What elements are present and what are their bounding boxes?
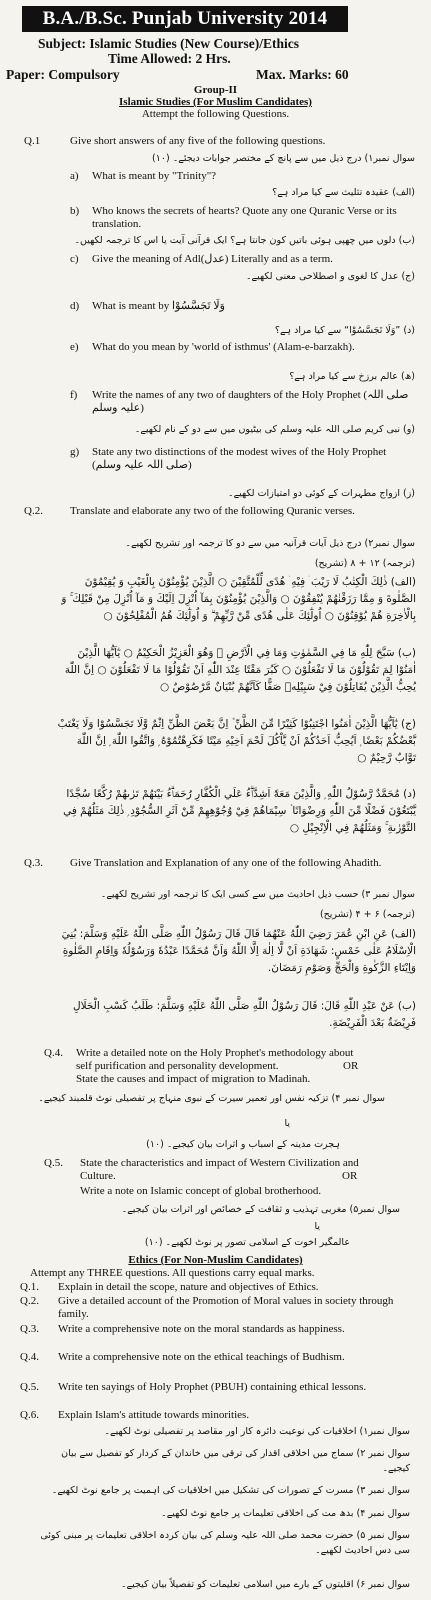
q1g-text: State any two distinctions of the modest wives of the Holy Prophet (صلی اللہ علیہ وسلم) [92,446,387,471]
q3-marks: (ترجمہ) ۶ + ۴ (تشریح) [319,909,415,920]
q3-hadith-a: (الف) عَنِ ابْنِ عُمَرَ رَضِيَ اللّٰهُ عَنْهُمَا قَالَ قَالَ رَسُوْلُ اللّٰهِ صَلَّى اللّٰهُ عَلَيْهِ وَسَلَّمَ: بُنِيَ الْاِسْلَامُ عَلٰى خَمْسٍ: شَهَادَةِ اَنْ لَّا اِلٰهَ اِلَّا اللّٰهُ وَاَنَّ مُحَمَّدًا عَبْدُهٗ وَرَسُوْلُهٗ وَاِقَامِ الصَّلٰوةِ وَاِيْتَاءِ الزَّكٰوةِ وَالْحَجِّ وَصَوْمِ رَمَضَانَ. [61,928,416,974]
q2-number: Q.2. [24,505,43,517]
q1-number: Q.1 [24,135,41,147]
q5-urdu-alt: عالمگیر اخوت کے اسلامی تصور پر نوٹ لکھیے۔ (۱۰) [144,1237,350,1248]
q2-text: Translate and elaborate any two of the following Quranic verses. [70,505,355,517]
time-allowed: Time Allowed: 2 Hrs. [108,51,231,66]
q5-or: OR [342,1170,358,1182]
q1-text: Give short answers of any five of the following questions. [70,135,326,147]
q1e-urdu: (ھ) عالم برزخ سے کیا مراد ہے؟ [289,371,415,382]
max-marks: Max. Marks: 60 [256,67,349,82]
ethics-urdu-4: سوال نمبر ۴) بدھ مت کی اخلاقی تعلیمات پر جامع نوٹ لکھیے۔ [161,1508,410,1519]
eq5-text: Write ten sayings of Holy Prophet (PBUH) containing ethical lessons. [58,1381,367,1393]
paper-type: Paper: Compulsory [6,67,120,82]
q1b-urdu: (ب) دلوں میں چھپی ہوئی باتیں کون جانتا ہے؟ ایک قرآنی آیت یا اس کا ترجمہ لکھیں۔ [74,235,415,246]
q1a-text: What is meant by "Trinity"? [92,170,217,182]
eq1-number: Q.1. [20,1281,39,1293]
q3-hadith-b: (ب) عَنْ عَبْدِ اللّٰهِ قَالَ: قَالَ رَسُوْلُ اللّٰهِ صَلَّى اللّٰهُ عَلَيْهِ وَسَلَّمَ: طَلَبُ كَسْبِ الْحَلَالِ فَرِيْضَةٌ بَعْدَ الْفَرِيْضَةِ. [73,1000,416,1029]
ethics-urdu-1: سوال نمبر۱) اخلاقیات کی نوعیت دائرہ کار اور مقاصد پر تفصیلی نوٹ لکھیے۔ [104,1426,410,1437]
q1f-label: f) [70,389,78,401]
eq3-number: Q.3. [20,1323,39,1335]
q5-alt: Write a note on Islamic concept of global brotherhood. [80,1185,322,1197]
q5-urdu: سوال نمبر۵) مغربی تہذیب و ثقافت کے خصائص اور اثرات بیان کیجیے۔ [121,1204,400,1215]
q4-urdu: سوال نمبر ۴) تزکیہ نفس اور تعمیر سیرت کے نبوی منہاج پر تفصیلی نوٹ قلمبند کیجیے۔ [38,1093,385,1104]
q1c-text: Give the meaning of Adl(عدل) Literally and as a term. [92,253,333,265]
q2-marks: (ترجمہ) ۱۲ + ۸ (تشریح) [314,558,415,569]
ethics-urdu-3: سوال نمبر ۳) مسرت کے تصورات کی تشکیل میں اخلاقیات کی اہمیت پر جامع نوٹ لکھیے۔ [51,1485,410,1496]
q1a-urdu: (الف) عقیدہ تثلیث سے کیا مراد ہے؟ [272,187,415,198]
exam-banner: B.A./B.Sc. Punjab University 2014 [22,6,348,32]
q1a-label: a) [70,170,79,182]
subject-line: Subject: Islamic Studies (New Course)/Ethics [38,36,299,51]
q1c-label: c) [70,253,79,265]
eq5-number: Q.5. [20,1381,39,1393]
q1g-urdu: (ز) ازواج مطہرات کے کوئی دو امتیازات لکھیے۔ [228,488,415,499]
q4-number: Q.4. [44,1047,63,1059]
q1g-label: g) [70,446,80,458]
q4-or: OR [343,1060,359,1072]
q1c-urdu: (ج) عدل کا لغوی و اصطلاحی معنی لکھیے۔ [245,271,415,282]
q2-verse-c: (ج) يٰٓاَيُّهَا الَّذِيْنَ اٰمَنُوا اجْتَنِبُوْا كَثِيْرًا مِّنَ الظَّنِّ ۫ اِنَّ بَعْضَ الظَّنِّ اِثْمٌ وَّلَا تَجَسَّسُوْا وَلَا يَغْتَبْ بَّعْضُكُمْ بَعْضًا ۭ اَيُحِبُّ اَحَدُكُمْ اَنْ يَّاْكُلَ لَحْمَ اَخِيْهِ مَيْتًا فَكَرِهْتُمُوْهُ ۭ وَاتَّقُوا اللّٰهَ ۭ اِنَّ اللّٰهَ تَوَّابٌ رَّحِيْمٌ ○ [57,718,416,764]
q1e-label: e) [70,341,79,353]
ethics-urdu-2: سوال نمبر ۲) سماج میں اخلاقی اقدار کی ترقی میں خاندان کے کردار کو تفصیل سے بیان کیجیے۔ [61,1448,410,1474]
section-instruction: Attempt the following Questions. [141,108,290,120]
q1f-text: Write the names of any two of daughters of the Holy Prophet (صلی اللہ علیہ وسلم) [92,389,409,414]
q1-urdu: سوال نمبر۱) درج ذیل میں سے پانچ کے مختصر جوابات دیجئے۔ (۱۰) [152,153,415,164]
eq4-number: Q.4. [20,1351,39,1363]
eq3-text: Write a comprehensive note on the moral standards as happiness. [58,1323,345,1335]
q4-alt: State the causes and impact of migration to Madinah. [76,1073,311,1085]
q1d-urdu: (د) ”وَلَا تَجَسَّسُوْا“ سے کیا مراد ہے؟ [274,325,415,336]
eq2-number: Q.2. [20,1295,39,1307]
q1b-text: Who knows the secrets of hearts? Quote any one Quranic Verse or its translation. [92,205,397,230]
q1d-text: What is meant by وَلَا تَجَسَّسُوْا [92,300,225,312]
ethics-title: Ethics (For Non-Muslim Candidates) [128,1254,303,1266]
ethics-urdu-6: سوال نمبر ۶) اقلیتوں کے بارے میں اسلامی تعلیمات کو تفصیلاً بیان کیجیے۔ [120,1579,410,1590]
q3-text: Give Translation and Explanation of any one of the following Ahadith. [70,857,382,869]
q5-ya: یا [314,1221,320,1232]
q4-urdu-alt: ہجرت مدینہ کے اسباب و اثرات بیان کیجیے۔ (۱۰) [146,1139,340,1150]
eq6-number: Q.6. [20,1409,39,1421]
q1b-label: b) [70,205,80,217]
q4-text: Write a detailed note on the Holy Prophet's methodology about self purification and personality development. [76,1047,354,1072]
q2-verse-b: (ب) سَبَّحَ لِلّٰهِ مَا فِي السَّمٰوٰتِ وَمَا فِي الْاَرْضِ ۚ وَهُوَ الْعَزِيْزُ الْحَكِيْمُ ○ يٰٓاَيُّهَا الَّذِيْنَ اٰمَنُوْا لِمَ تَقُوْلُوْنَ مَا لَا تَفْعَلُوْنَ ○ كَبُرَ مَقْتًا عِنْدَ اللّٰهِ اَنْ تَقُوْلُوْا مَا لَا تَفْعَلُوْنَ ○ اِنَّ اللّٰهَ يُحِبُّ الَّذِيْنَ يُقَاتِلُوْنَ فِيْ سَبِيْلِهٖ صَفًّا كَاَنَّهُمْ بُنْيَانٌ مَّرْصُوْصٌ ○ [64,647,416,693]
q2-verse-d: (د) مُحَمَّدٌ رَّسُوْلُ اللّٰهِ ۭ وَالَّذِيْنَ مَعَهٗٓ اَشِدَّاۗءُ عَلَي الْكُفَّارِ رُحَمَاۗءُ بَيْنَهُمْ تَرٰىهُمْ رُكَّعًا سُجَّدًا يَّبْتَغُوْنَ فَضْلًا مِّنَ اللّٰهِ وَرِضْوَانًا ۡ سِيْمَاهُمْ فِيْ وُجُوْهِهِمْ مِّنْ اَثَرِ السُّجُوْدِ ۭ ذٰلِكَ مَثَلُهُمْ فِي التَّوْرٰىةِ ۚ وَمَثَلُهُمْ فِي الْاِنْجِيْلِ ○ [63,788,416,834]
eq4-text: Write a comprehensive note on the ethical teachings of Budhism. [58,1351,345,1363]
ethics-urdu-5: سوال نمبر ۵) حضرت محمد صلی اللہ علیہ وسلم کی بیان کردہ اخلاقی تعلیمات پر مبنی کوئی سی دس احادیث لکھیے۔ [40,1530,410,1556]
q2-urdu: سوال نمبر۲) درج ذیل آیات قرآنیہ میں سے دو کا ترجمہ اور تشریح لکھیے۔ [125,538,415,549]
q3-number: Q.3. [24,857,43,869]
group-label: Group-II [193,84,238,96]
q1e-text: What do you mean by 'world of isthmus' (Alam-e-barzakh). [92,341,355,353]
eq2-text: Give a detailed account of the Promotion of Moral values in society through family. [58,1295,394,1320]
q1d-label: d) [70,300,80,312]
eq1-text: Explain in detail the scope, nature and objectives of Ethics. [58,1281,319,1293]
q3-urdu: سوال نمبر ۳) حسب ذیل احادیث میں سے کسی ایک کا ترجمہ اور تشریح لکھیے۔ [100,889,415,900]
q5-text: State the characteristics and impact of Western Civilization and Culture. [80,1157,359,1182]
q5-number: Q.5. [44,1157,63,1169]
q4-ya: یا [284,1118,290,1129]
eq6-text: Explain Islam's attitude towards minorities. [58,1409,250,1421]
q2-verse-a: (الف) ذٰلِكَ الْكِتٰبُ لَا رَيْبَ ۛ فِيْهِ ۛ هُدًى لِّلْمُتَّقِيْنَ ○ الَّذِيْنَ يُؤْمِنُوْنَ بِالْغَيْبِ وَ يُقِيْمُوْنَ الصَّلٰوةَ وَ مِمَّا رَزَقْنٰهُمْ يُنْفِقُوْنَ ○ وَالَّذِيْنَ يُؤْمِنُوْنَ بِمَآ اُنْزِلَ اِلَيْكَ وَ مَآ اُنْزِلَ مِنْ قَبْلِكَ ۚ وَ بِالْاٰخِرَةِ هُمْ يُوْقِنُوْنَ ○ اُولٰٓئِكَ عَلٰى هُدًى مِّنْ رَّبِّهِمْ ۗ وَ اُولٰٓئِكَ هُمُ الْمُفْلِحُوْنَ ○ [61,576,416,622]
section-title: Islamic Studies (For Muslim Candidates) [119,96,312,108]
q1f-urdu: (و) نبی کریم صلی اللہ علیہ وسلم کی بیٹیوں میں سے دو کے نام لکھیے۔ [134,424,415,435]
ethics-instruction: Attempt any THREE questions. All questions carry equal marks. [30,1267,315,1279]
